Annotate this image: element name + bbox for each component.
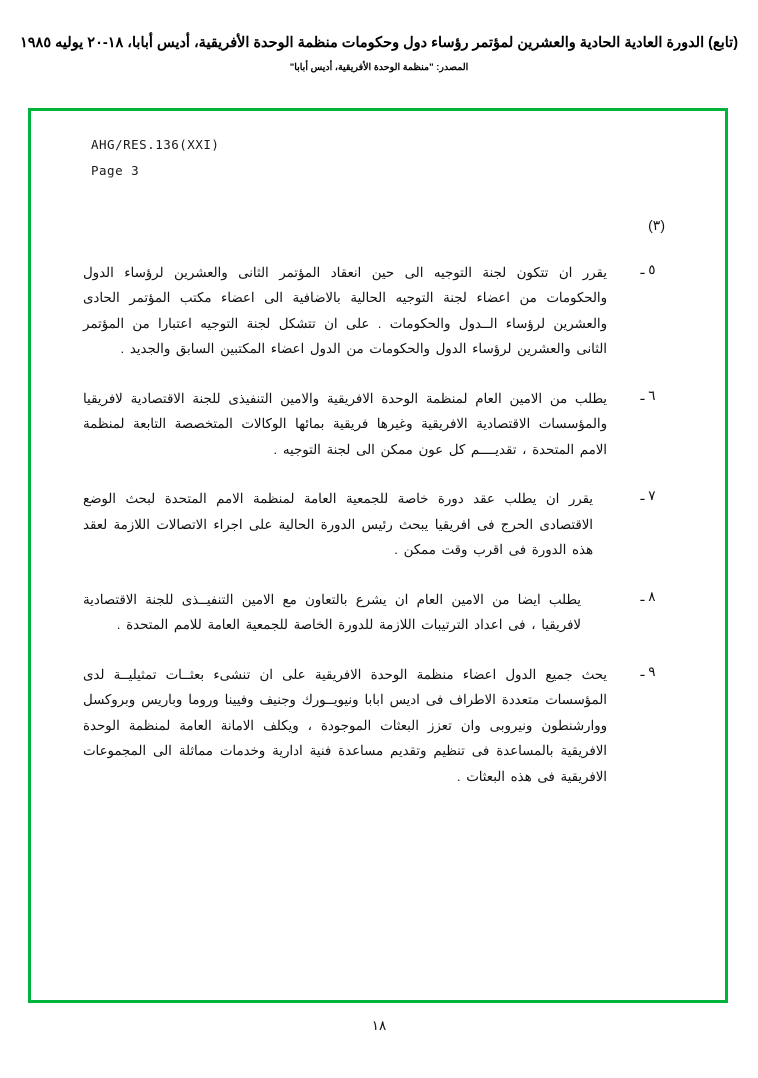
clause-text: يحث جميع الدول اعضاء منظمة الوحدة الافريقية على ان تنشىء بعثــات تمثيليــة لدى المؤسسات متعددة الاطراف فى اديس ابابا ونيويــورك وجنيف وفيينا وروما وباريس وبروكسل ووارشنطون ونيروبى وان تعزز البعثات الموجودة ، ويكلف الامانة العامة لمنظمة الوحدة الافريقية بالمساعدة فى تنظيم وتقديم مساعدة فنية ادارية وخدمات مماثلة الى المجموعات الافريقية فى هذه البعثات . — [83, 666, 607, 784]
document-reference — [91, 133, 679, 183]
page-label: Page 3 — [91, 162, 140, 178]
source-line: المصدر: "منظمة الوحدة الأفريقية، أديس أبابا" — [289, 61, 469, 73]
clause-text: يقرر ان تتكون لجنة التوجيه الى حين انعقاد المؤتمر الثانى والعشرين لرؤساء الدول والحكومات من اعضاء لجنة التوجيه الحالية بالاضافية الى اعضاء مكتب المؤتمر الحادى والعشرين لرؤساء الــدول والحكومات . على ان تتشكل لجنة التوجيه اعتبارا من المؤتمر الثانى والعشرين لرؤساء الدول والحكومات من الدول اعضاء المكتبين السابق والجديد . — [83, 264, 607, 357]
section-marker: (٣) — [648, 216, 665, 233]
clause-text: يقرر ان يطلب عقد دورة خاصة للجمعية العامة لمنظمة الامم المتحدة لبحث الوضع الاقتصادى الحرج فى افريقيا يبحث رئيس الدورة الحالية على اجراء الاتصالات اللازمة لعقد هذه الدورة فى اقرب وقت ممكن . — [83, 491, 593, 558]
footer-page-number: ١٨ — [371, 1018, 387, 1033]
scanned-page-content — [31, 111, 725, 1000]
clause-item — [77, 662, 679, 790]
clause-item — [77, 386, 679, 463]
scanned-page-frame — [28, 108, 728, 1003]
clause-number: ٥ ـ — [640, 261, 656, 277]
clause-number: ٧ ـ — [640, 488, 656, 504]
clause-number: ٨ ـ — [640, 588, 656, 604]
document-header — [0, 34, 758, 73]
clause-item — [77, 260, 679, 362]
clause-item — [77, 587, 679, 638]
clause-number: ٩ ـ — [640, 663, 656, 679]
clause-list — [77, 260, 679, 790]
clause-number: ٦ ـ — [640, 387, 656, 403]
clause-item — [77, 486, 679, 563]
clause-text: يطلب ايضا من الامين العام ان يشرع بالتعاون مع الامين التنفيــذى للجنة الاقتصادية لافريقيا ، فى اعداد الترتيبات اللازمة للدورة الخاصة للجمعية العامة للامم المتحدة . — [83, 591, 581, 633]
clause-text: يطلب من الامين العام لمنظمة الوحدة الافريقية والامين التنفيذى للجنة الاقتصادية لافريقيا والمؤسسات الاقتصادية الافريقية وغيرها فريقية بمائها الوكالات المتخصصة التابعة لمنظمة الامم المتحدة ، تقديــــم كل عون ممكن الى لجنة التوجيه . — [83, 390, 607, 457]
page-title: (تابع) الدورة العادية الحادية والعشرين لمؤتمر رؤساء دول وحكومات منظمة الوحدة الأفريقية، أديس أبابا، ١٨-٢٠ يوليه ١٩٨٥ — [19, 35, 739, 51]
resolution-code: AHG/RES.136(XXI) — [91, 137, 220, 152]
